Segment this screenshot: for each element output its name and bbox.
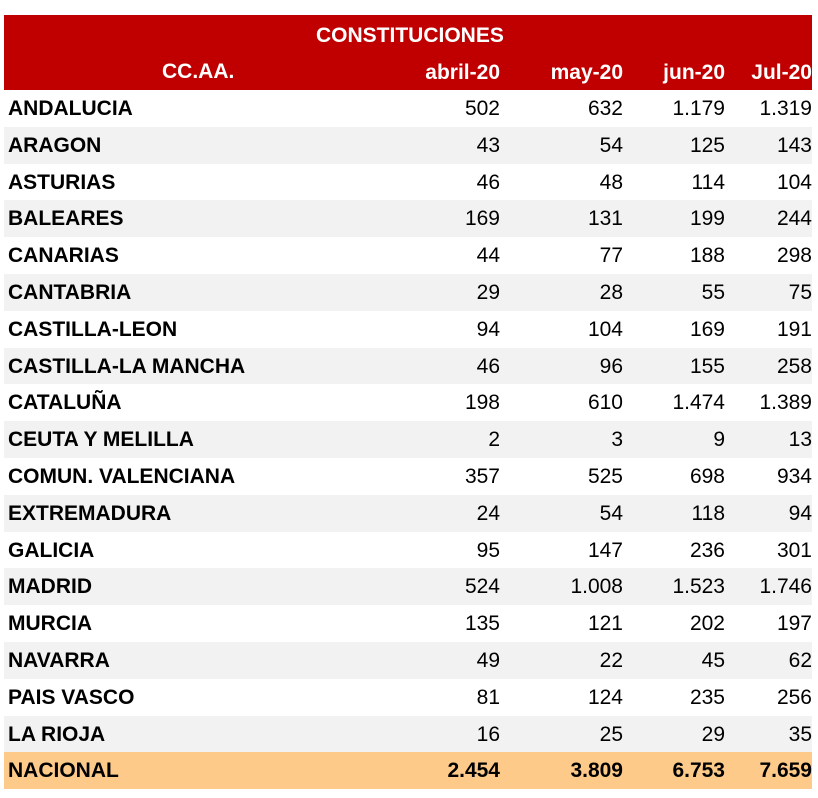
cell-jul: 104 [776, 170, 812, 194]
region-name: ANDALUCIA [8, 97, 133, 120]
cell-jul: 197 [776, 612, 812, 636]
cell-jun: 55 [701, 280, 725, 304]
cell-abril: 16 [476, 722, 500, 746]
table-row [4, 605, 812, 642]
cell-jul: 13 [788, 428, 812, 452]
cell-jul: 934 [776, 464, 812, 488]
cell-may: 25 [599, 722, 623, 746]
cell-jul: 1.389 [759, 391, 812, 415]
cell-abril: 95 [476, 538, 500, 562]
cell-jul: 258 [776, 354, 812, 378]
cell-may: 77 [599, 244, 623, 268]
cell-abril: 502 [464, 97, 500, 120]
region-name: NAVARRA [8, 648, 110, 672]
column-header-may: may-20 [550, 61, 623, 84]
cell-jul: 301 [776, 538, 812, 562]
cell-jun: 235 [689, 685, 725, 709]
cell-jul: 75 [788, 280, 812, 304]
cell-may: 632 [587, 97, 623, 120]
cell-jun: 1.523 [672, 575, 725, 599]
cell-jun: 169 [689, 317, 725, 341]
cell-abril: 524 [464, 575, 500, 599]
table-row [4, 274, 812, 311]
cell-jun: 125 [689, 133, 725, 157]
cell-jun: 1.474 [672, 391, 725, 415]
cell-abril: 169 [464, 207, 500, 231]
cell-jun: 698 [689, 464, 725, 488]
cell-may: 54 [599, 133, 623, 157]
cell-may: 124 [587, 685, 623, 709]
column-header-region: CC.AA. [162, 60, 235, 83]
cell-jun: 202 [689, 612, 725, 636]
header-row-group [4, 15, 812, 52]
cell-jun: 114 [691, 170, 725, 194]
cell-may: 147 [587, 538, 623, 562]
cell-jun: 9 [713, 428, 725, 452]
total-cell-jun: 6.753 [672, 759, 725, 783]
constituciones-table [4, 15, 812, 789]
region-name: ASTURIAS [8, 170, 116, 194]
cell-jun: 155 [689, 354, 725, 378]
cell-jun: 118 [691, 501, 725, 525]
cell-jul: 1.746 [759, 575, 812, 599]
cell-abril: 43 [476, 133, 500, 157]
cell-may: 3 [611, 428, 623, 452]
region-name: BALEARES [8, 207, 124, 231]
region-name: EXTREMADURA [8, 501, 172, 525]
cell-jul: 62 [788, 648, 812, 672]
cell-jul: 35 [788, 722, 812, 746]
cell-abril: 29 [476, 280, 500, 304]
region-name: CEUTA Y MELILLA [8, 428, 194, 452]
total-cell-abril: 2.454 [447, 759, 500, 783]
header-row-columns [4, 52, 812, 90]
cell-jul: 244 [776, 207, 812, 231]
cell-abril: 81 [476, 685, 500, 709]
cell-abril: 46 [476, 170, 500, 194]
cell-jun: 45 [701, 648, 725, 672]
region-name: CATALUÑA [8, 391, 122, 415]
cell-jun: 188 [689, 244, 725, 268]
table-row [4, 421, 812, 458]
cell-abril: 49 [476, 648, 500, 672]
cell-may: 121 [587, 612, 623, 636]
cell-jul: 1.319 [759, 97, 812, 120]
group-title: CONSTITUCIONES [316, 24, 504, 47]
table-row [4, 164, 812, 201]
table-row [4, 716, 812, 753]
region-name: LA RIOJA [8, 722, 106, 746]
cell-may: 54 [599, 501, 623, 525]
table-row [4, 311, 812, 348]
cell-may: 48 [599, 170, 623, 194]
cell-may: 96 [599, 354, 623, 378]
total-row [4, 752, 812, 789]
cell-jul: 94 [788, 501, 812, 525]
cell-may: 1.008 [570, 575, 623, 599]
table-row [4, 532, 812, 569]
cell-may: 22 [599, 648, 623, 672]
cell-abril: 46 [476, 354, 500, 378]
cell-jun: 1.179 [672, 97, 725, 120]
cell-abril: 198 [464, 391, 500, 415]
region-name: MADRID [8, 575, 92, 599]
cell-may: 28 [599, 280, 623, 304]
cell-jun: 199 [689, 207, 725, 231]
column-header-jun: jun-20 [663, 61, 725, 84]
cell-jul: 256 [776, 685, 812, 709]
cell-jul: 143 [776, 133, 812, 157]
region-name: CASTILLA-LA MANCHA [8, 354, 246, 378]
cell-abril: 44 [476, 244, 500, 268]
table-row [4, 237, 812, 274]
total-cell-jul: 7.659 [759, 759, 812, 783]
region-name: PAIS VASCO [8, 685, 135, 709]
region-name: CANARIAS [8, 244, 119, 268]
cell-abril: 24 [476, 501, 500, 525]
column-header-jul: Jul-20 [751, 61, 812, 84]
cell-abril: 357 [464, 464, 500, 488]
cell-jul: 191 [776, 317, 812, 341]
table-row [4, 642, 812, 679]
table-row [4, 384, 812, 421]
table-row [4, 568, 812, 605]
cell-may: 525 [587, 464, 623, 488]
table-row [4, 458, 812, 495]
cell-abril: 135 [464, 612, 500, 636]
cell-jun: 29 [701, 722, 725, 746]
cell-may: 610 [587, 391, 623, 415]
column-header-abril: abril-20 [425, 61, 500, 84]
cell-may: 104 [587, 317, 623, 341]
table-row [4, 348, 812, 385]
total-cell-may: 3.809 [570, 759, 623, 783]
table-row [4, 200, 812, 237]
region-name: COMUN. VALENCIANA [8, 464, 236, 488]
region-name: GALICIA [8, 538, 95, 562]
cell-abril: 2 [488, 428, 500, 452]
cell-jul: 298 [776, 244, 812, 268]
table-body [4, 90, 812, 752]
table-row [4, 679, 812, 716]
region-name: CANTABRIA [8, 280, 132, 304]
table-row [4, 127, 812, 164]
cell-may: 131 [587, 207, 623, 231]
cell-abril: 94 [476, 317, 500, 341]
table-row [4, 495, 812, 532]
cell-jun: 236 [689, 538, 725, 562]
total-label: NACIONAL [8, 759, 119, 783]
region-name: CASTILLA-LEON [8, 317, 178, 341]
region-name: MURCIA [8, 612, 92, 636]
region-name: ARAGON [8, 133, 102, 157]
table-row [4, 90, 812, 127]
